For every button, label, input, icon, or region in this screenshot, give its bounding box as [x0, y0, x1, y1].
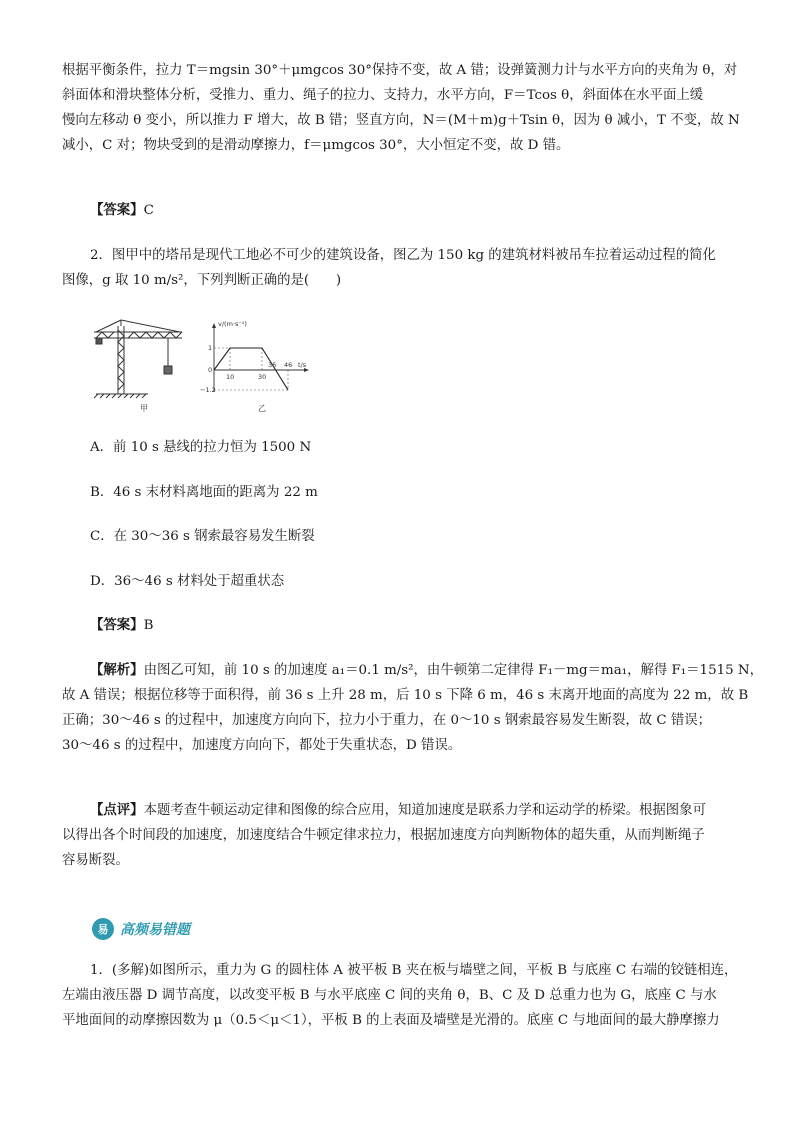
tick-label: 1: [208, 344, 213, 352]
comment-line: [62, 798, 742, 823]
velocity-time-graph: [200, 320, 309, 394]
text-line: 根据平衡条件，拉力 T＝mgsin 30°＋μmgcos 30°保持不变，故 A 错；设弹簧测力计与水平方向的夹角为 θ，对: [62, 63, 738, 78]
figure-label-left: 甲: [140, 404, 148, 413]
next-question-paragraph: [62, 958, 742, 1033]
tick-label: 36: [268, 361, 277, 369]
question-figure: [92, 318, 322, 414]
question-line: 左端由液压器 D 调节高度，以改变平板 B 与水平底座 C 间的夹角 θ，B、C 及 D 总重力也为 G，底座 C 与水: [62, 988, 717, 1003]
analysis-paragraph: [62, 658, 763, 758]
text-line: 斜面体和滑块整体分析，受推力、重力、绳子的拉力、支持力，水平方向，F＝Tcos θ，斜面体在水平面上缓: [62, 88, 704, 103]
answer-tag: 【答案】: [90, 203, 144, 218]
tick-label: −1.2: [200, 386, 216, 394]
answer-value: C: [143, 203, 154, 218]
comment-line: 以得出各个时间段的加速度，加速度结合牛顿定律求拉力，根据加速度方向判断物体的超失重，从而判断绳子: [62, 828, 705, 843]
comment-tag: 【点评】: [90, 803, 144, 818]
answer-value: B: [143, 618, 154, 633]
question-line: 平地面间的动摩擦因数为 μ（0.5＜μ＜1），平板 B 的上表面及墙壁是光滑的。底座 C 与地面间的最大静摩擦力: [62, 1013, 720, 1028]
analysis-tag: 【解析】: [90, 663, 144, 678]
answer-line: [90, 198, 770, 223]
tick-label: 46: [284, 361, 293, 369]
option-c: C．在 30～36 s 钢索最容易发生断裂: [90, 529, 315, 544]
option-b: B．46 s 末材料离地面的距离为 22 m: [90, 485, 318, 500]
question-line: 图像，g 取 10 m/s²，下列判断正确的是( ): [62, 273, 342, 288]
tick-label: 0: [208, 366, 213, 374]
section-header: [92, 915, 190, 943]
analysis-line: [62, 658, 763, 683]
comment-text: 本题考查牛顿运动定律和图像的综合应用，知道加速度是联系力学和运动学的桥梁。根据图象可: [143, 803, 706, 818]
question-paragraph: [62, 243, 742, 293]
analysis-line: 故 A 错误；根据位移等于面积得，前 36 s 上升 28 m，后 10 s 下降 6 m，46 s 末离开地面的高度为 22 m，故 B: [62, 688, 749, 703]
section-badge-text: 易: [97, 923, 109, 936]
question-line: 1．(多解)如图所示，重力为 G 的圆柱体 A 被平板 B 夹在板与墙壁之间，平板 B 与底座 C 右端的铰链相连，: [90, 963, 738, 978]
answer-tag: 【答案】: [90, 618, 144, 633]
axis-label-t: t/s: [298, 361, 307, 369]
section-title: 高频易错题: [120, 922, 190, 938]
solution-paragraph: [62, 58, 742, 158]
comment-line: 容易断裂。: [62, 853, 129, 868]
figure-label-right: 乙: [258, 404, 266, 413]
option-d: D．36～46 s 材料处于超重状态: [90, 574, 285, 589]
analysis-line: 正确；30～46 s 的过程中，加速度方向向下，拉力小于重力，在 0～10 s 钢索最容易发生断裂，故 C 错误；: [62, 713, 712, 728]
axis-label-v: v/(m·s⁻¹): [218, 320, 247, 328]
analysis-text: 由图乙可知，前 10 s 的加速度 a₁＝0.1 m/s²，由牛顿第二定律得 F₁－mg＝ma₁，解得 F₁＝1515 N，: [143, 663, 763, 678]
tower-crane-drawing: [94, 320, 182, 398]
question-line: 2．图甲中的塔吊是现代工地必不可少的建筑设备，图乙为 150 kg 的建筑材料被吊车拉着运动过程的简化: [90, 248, 716, 263]
text-line: 慢向左移动 θ 变小，所以推力 F 增大，故 B 错；竖直方向，N＝(M＋m)g＋Tsin θ，因为 θ 减小，T 不变，故 N: [62, 113, 740, 128]
tick-label: 30: [258, 373, 267, 381]
option-a: A．前 10 s 悬线的拉力恒为 1500 N: [90, 440, 312, 455]
text-line: 减小，C 对；物块受到的是滑动摩擦力，f＝μmgcos 30°，大小恒定不变，故 D 错。: [62, 138, 570, 153]
answer-line: [90, 613, 770, 638]
analysis-line: 30～46 s 的过程中，加速度方向向下，都处于失重状态，D 错误。: [62, 738, 462, 753]
tick-label: 10: [226, 373, 235, 381]
comment-paragraph: [62, 798, 742, 873]
section-badge-icon: [92, 918, 114, 940]
